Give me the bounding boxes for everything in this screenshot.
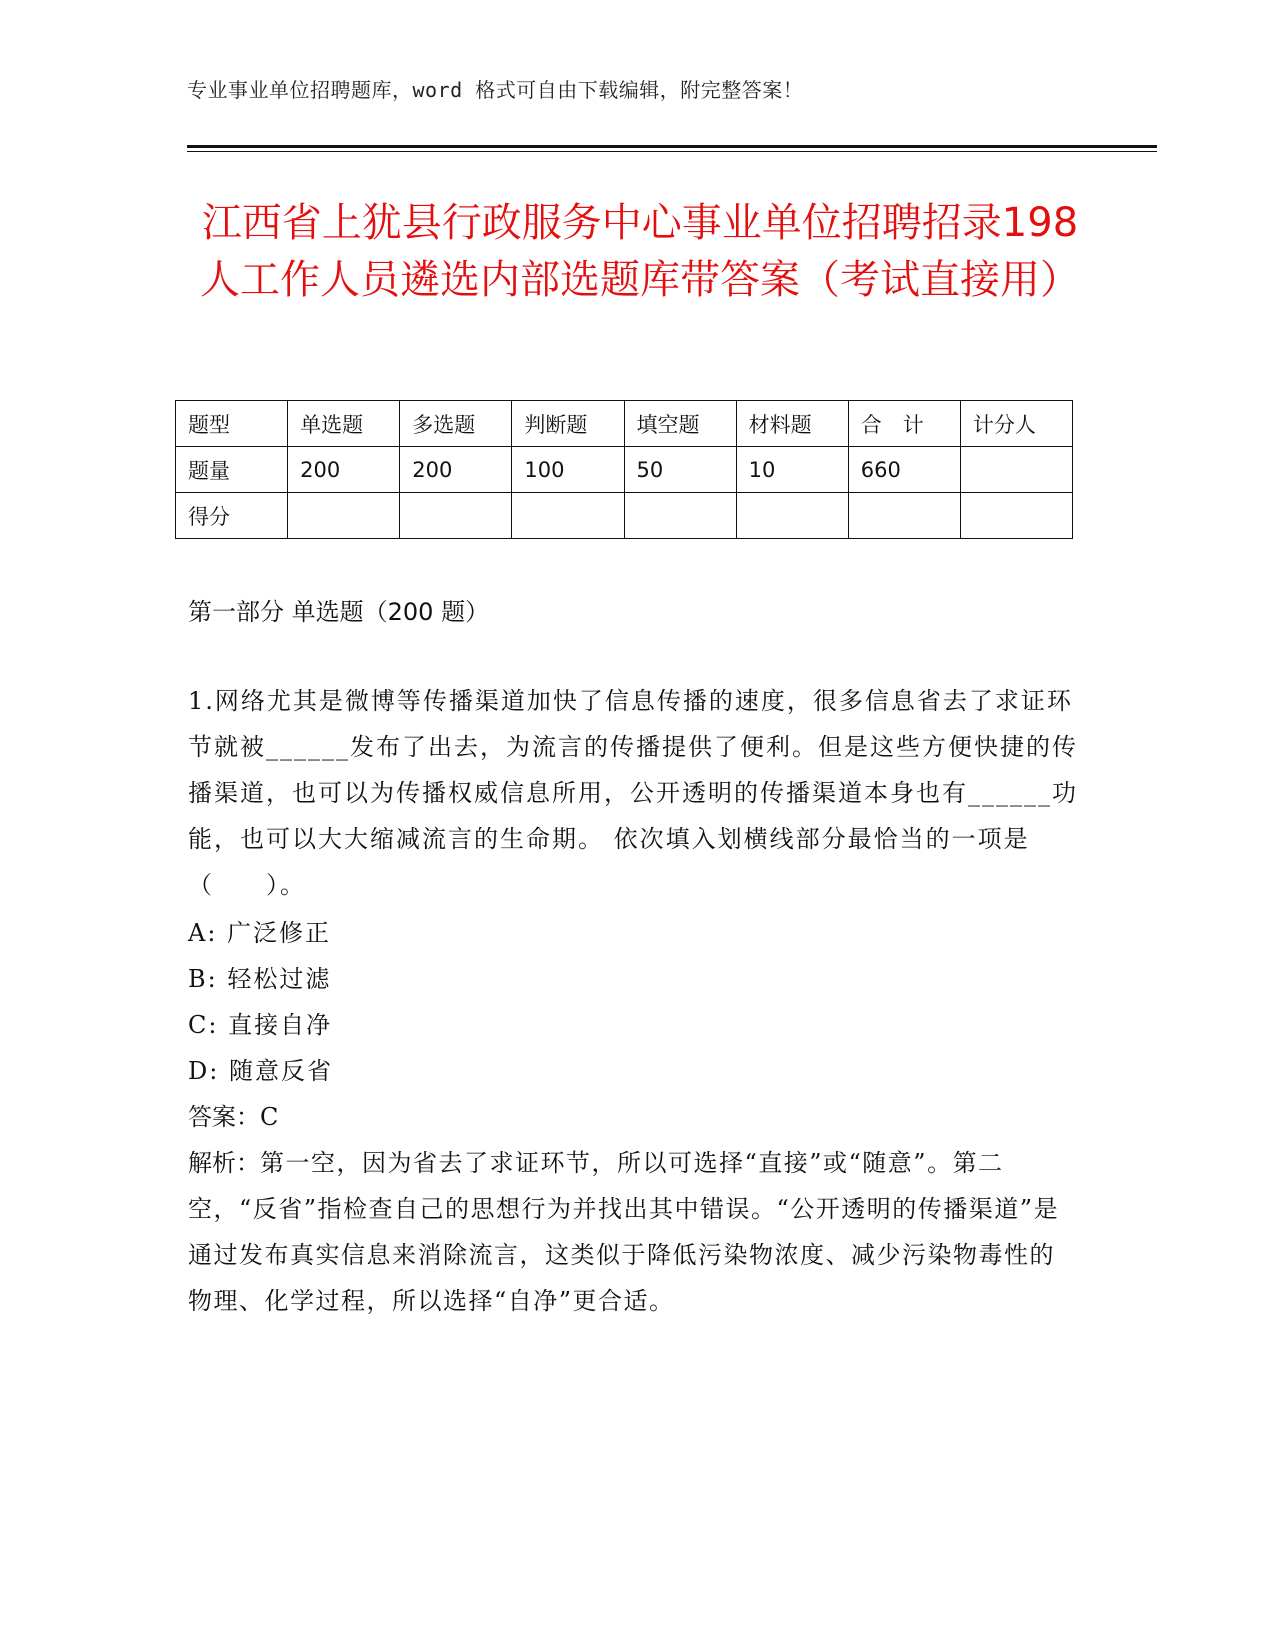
- question-stem: [188, 678, 1078, 908]
- table-cell: 题量: [176, 447, 288, 493]
- table-cell: 单选题: [288, 401, 400, 447]
- header-rule-thick: [187, 145, 1157, 148]
- header-note: 专业事业单位招聘题库，word 格式可自由下载编辑，附完整答案！: [187, 78, 804, 102]
- table-cell: 多选题: [400, 401, 512, 447]
- answer-value: C: [260, 1103, 279, 1131]
- answer-line: [188, 1094, 278, 1140]
- table-cell: [848, 493, 960, 539]
- table-cell: 660: [848, 447, 960, 493]
- table-cell: 200: [288, 447, 400, 493]
- table-cell: 题型: [176, 401, 288, 447]
- table-cell: [624, 493, 736, 539]
- table-cell: 200: [400, 447, 512, 493]
- table-cell: [400, 493, 512, 539]
- table-cell: 50: [624, 447, 736, 493]
- table-cell: 10: [736, 447, 848, 493]
- table-cell: 100: [512, 447, 624, 493]
- option-b: B: 轻松过滤: [188, 965, 332, 993]
- table-cell: [288, 493, 400, 539]
- table-cell: [736, 493, 848, 539]
- analysis-block: [188, 1140, 1068, 1324]
- option-a: A: 广泛修正: [188, 919, 332, 947]
- table-row: [176, 493, 1073, 539]
- table-row: [176, 401, 1073, 447]
- section-title: 第一部分 单选题（200 题）: [188, 598, 490, 626]
- analysis-label: 解析：: [188, 1149, 260, 1177]
- option-d: D: 随意反省: [188, 1057, 333, 1085]
- option-c: C: 直接自净: [188, 1011, 333, 1039]
- table-cell: [960, 447, 1072, 493]
- option-list: [188, 910, 333, 1094]
- table-cell: 填空题: [624, 401, 736, 447]
- document-title: 江西省上犹县行政服务中心事业单位招聘招录198人工作人员遴选内部选题库带答案（考试直接用）: [200, 200, 1080, 303]
- answer-label: 答案：: [188, 1103, 260, 1131]
- table-row: [176, 447, 1073, 493]
- header-rule-thin: [187, 151, 1157, 152]
- analysis-text: 第一空，因为省去了求证环节，所以可选择“直接”或“随意”。第二空，“反省”指检查自己的思想行为并找出其中错误。“公开透明的传播渠道”是通过发布真实信息来消除流言，这类似于降低污染物浓度、减少污染物毒性的物理、化学过程，所以选择“自净”更合适。: [188, 1149, 1060, 1315]
- table-cell: [512, 493, 624, 539]
- table-cell: 计分人: [960, 401, 1072, 447]
- table-cell: 得分: [176, 493, 288, 539]
- question-text: 1.网络尤其是微博等传播渠道加快了信息传播的速度，很多信息省去了求证环节就被______发布了出去，为流言的传播提供了便利。但是这些方便快捷的传播渠道，也可以为传播权威信息所用，公开透明的传播渠道本身也有______功能，也可以大大缩减流言的生命期。 依次填入划横线部分最恰当的一项是（ ）。: [188, 687, 1078, 899]
- table-cell: [960, 493, 1072, 539]
- table-cell: 判断题: [512, 401, 624, 447]
- table-cell: 合 计: [848, 401, 960, 447]
- score-table: [175, 400, 1073, 539]
- table-cell: 材料题: [736, 401, 848, 447]
